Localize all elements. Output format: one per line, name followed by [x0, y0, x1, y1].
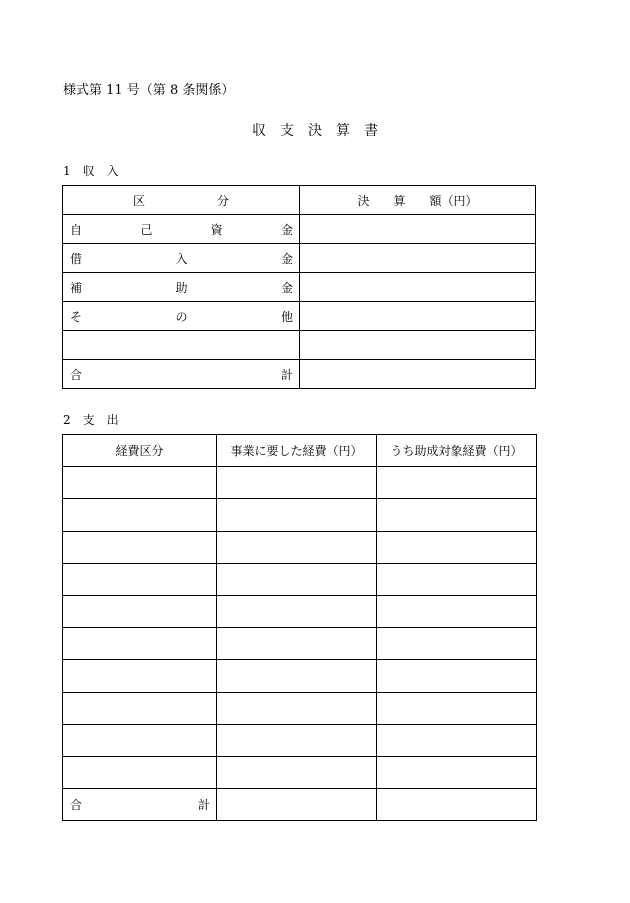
income-amount-cell[interactable]: [300, 244, 536, 273]
income-total-row: [63, 360, 536, 389]
expense-row: [63, 692, 537, 724]
expense-total-label: 合 計: [70, 798, 210, 813]
income-row: [63, 302, 536, 331]
income-amount-cell[interactable]: [300, 331, 536, 360]
income-total-label: 合 計: [70, 367, 293, 382]
income-blank-label-cell[interactable]: [63, 331, 300, 360]
expense-subsidy-cell[interactable]: [377, 724, 537, 756]
expense-subsidy-cell[interactable]: [377, 563, 537, 595]
expense-required-cell[interactable]: [217, 499, 377, 531]
expense-category-cell[interactable]: [63, 499, 217, 531]
expense-total-subsidy-cell[interactable]: [377, 789, 537, 821]
expense-required-cell[interactable]: [217, 660, 377, 692]
income-category-header: [63, 186, 300, 215]
income-row: [63, 215, 536, 244]
income-row: [63, 331, 536, 360]
expense-row: [63, 499, 537, 531]
income-row-label: 補 助 金: [70, 280, 293, 295]
income-row: [63, 244, 536, 273]
expense-category-header: 経費区分: [63, 435, 217, 467]
expense-subsidy-header: うち助成対象経費（円）: [377, 435, 537, 467]
expense-category-cell[interactable]: [63, 628, 217, 660]
income-amount-cell[interactable]: [300, 273, 536, 302]
expense-table: [62, 434, 537, 821]
expense-category-cell[interactable]: [63, 595, 217, 627]
income-category-header-char: 分: [216, 193, 229, 208]
expense-subsidy-cell[interactable]: [377, 756, 537, 788]
expense-subsidy-cell[interactable]: [377, 692, 537, 724]
expense-section-title: 2 支 出: [63, 413, 119, 427]
expense-category-cell[interactable]: [63, 724, 217, 756]
expense-row: [63, 531, 537, 563]
expense-row: [63, 756, 537, 788]
expense-required-header: 事業に要した経費（円）: [217, 435, 377, 467]
income-row-label: 借 入 金: [70, 251, 293, 266]
expense-total-required-cell[interactable]: [217, 789, 377, 821]
expense-required-cell[interactable]: [217, 563, 377, 595]
expense-subsidy-cell[interactable]: [377, 628, 537, 660]
expense-subsidy-cell[interactable]: [377, 467, 537, 499]
expense-total-row: [63, 789, 537, 821]
expense-row: [63, 467, 537, 499]
income-category-header-char: 区: [133, 193, 146, 208]
income-row: [63, 273, 536, 302]
expense-row: [63, 563, 537, 595]
expense-required-cell[interactable]: [217, 756, 377, 788]
expense-category-cell[interactable]: [63, 692, 217, 724]
expense-required-cell[interactable]: [217, 595, 377, 627]
income-amount-cell[interactable]: [300, 215, 536, 244]
expense-required-cell[interactable]: [217, 692, 377, 724]
expense-row: [63, 628, 537, 660]
expense-subsidy-cell[interactable]: [377, 595, 537, 627]
expense-required-cell[interactable]: [217, 724, 377, 756]
expense-row: [63, 660, 537, 692]
expense-row: [63, 595, 537, 627]
expense-category-cell[interactable]: [63, 531, 217, 563]
expense-category-cell[interactable]: [63, 660, 217, 692]
income-amount-header: 決 算 額（円）: [300, 186, 536, 215]
expense-category-cell[interactable]: [63, 756, 217, 788]
expense-subsidy-cell[interactable]: [377, 531, 537, 563]
income-row-label: そ の 他: [70, 309, 293, 324]
income-row-label: 自 己 資 金: [70, 222, 293, 237]
expense-row: [63, 724, 537, 756]
income-table: [62, 185, 536, 389]
expense-required-cell[interactable]: [217, 531, 377, 563]
document-title: 収 支 決 算 書: [252, 123, 378, 139]
income-amount-cell[interactable]: [300, 302, 536, 331]
expense-subsidy-cell[interactable]: [377, 660, 537, 692]
form-number: 様式第 11 号（第 8 条関係）: [63, 83, 235, 98]
expense-header-row: [63, 435, 537, 467]
income-section-title: 1 収 入: [63, 164, 119, 178]
expense-category-cell[interactable]: [63, 563, 217, 595]
expense-required-cell[interactable]: [217, 628, 377, 660]
expense-category-cell[interactable]: [63, 467, 217, 499]
income-total-amount-cell[interactable]: [300, 360, 536, 389]
expense-subsidy-cell[interactable]: [377, 499, 537, 531]
income-header-row: [63, 186, 536, 215]
expense-required-cell[interactable]: [217, 467, 377, 499]
